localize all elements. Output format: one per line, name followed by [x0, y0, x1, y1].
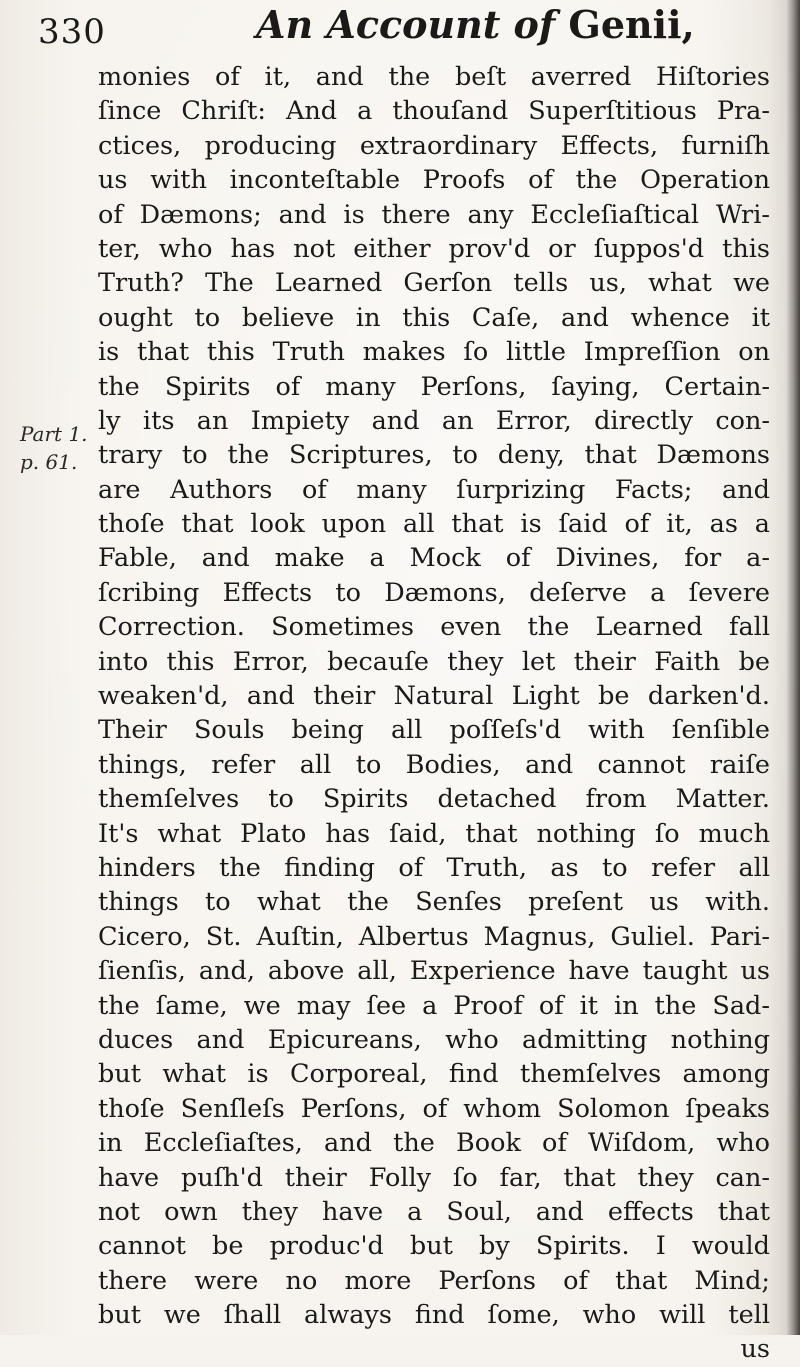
text-line: Their Souls being all poſſeſs'd with ſenſible — [98, 715, 770, 746]
running-title-plain: Genii, — [568, 2, 695, 47]
text-line: hinders the finding of Truth, as to refer all — [98, 852, 770, 883]
running-title-italic-1: An Account — [256, 2, 501, 47]
text-line: themſelves to Spirits detached from Matter. — [98, 784, 770, 815]
text-line: there were no more Perſons of that Mind; — [98, 1265, 770, 1296]
text-line: ought to believe in this Caſe, and whence it — [98, 302, 770, 333]
text-line: in Eccleſiaſtes, and the Book of Wiſdom, who — [98, 1128, 770, 1159]
text-line: into this Error, becauſe they let their Faith be — [98, 646, 770, 677]
margin-note — [20, 420, 88, 476]
running-title — [256, 2, 695, 47]
margin-note-line: p. 61. — [20, 450, 78, 474]
text-line: ſcribing Effects to Dæmons, deſerve a ſevere — [98, 577, 770, 608]
text-line: ſince Chriſt: And a thouſand Superſtitious Pra- — [98, 96, 770, 127]
text-line: ly its an Impiety and an Error, directly con- — [98, 405, 770, 436]
text-line: the ſame, we may ſee a Proof of it in the Sad- — [98, 990, 770, 1021]
body-text — [98, 60, 770, 1367]
text-line: us with inconteſtable Proofs of the Operation — [98, 165, 770, 196]
text-line: ſienſis, and, above all, Experience have taught us — [98, 956, 770, 987]
text-line: cannot be produc'd but by Spirits. I would — [98, 1231, 770, 1262]
page-number: 330 — [38, 12, 106, 52]
text-line: but we ſhall always find ſome, who will tell — [98, 1300, 770, 1331]
text-line: Correction. Sometimes even the Learned fall — [98, 612, 770, 643]
text-line: ter, who has not either prov'd or ſuppos'd this — [98, 233, 770, 264]
text-line: are Authors of many ſurprizing Facts; and — [98, 474, 770, 505]
text-line: things to what the Senſes preſent us with. — [98, 887, 770, 918]
text-line: is that this Truth makes ſo little Impreſſion on — [98, 337, 770, 368]
text-line: monies of it, and the beſt averred Hiſtories — [98, 62, 770, 92]
text-line: thoſe Senſleſs Perſons, of whom Solomon ſpeaks — [98, 1093, 770, 1124]
text-line: have puſh'd their Folly ſo far, that they can- — [98, 1162, 770, 1193]
text-line: the Spirits of many Perſons, ſaying, Certain- — [98, 371, 770, 402]
text-line: Fable, and make a Mock of Divines, for a- — [98, 543, 770, 574]
text-line: It's what Plato has ſaid, that nothing ſo much — [98, 818, 770, 849]
running-title-italic-2: of — [500, 2, 569, 47]
text-line: of Dæmons; and is there any Eccleſiaſtical Wri- — [98, 199, 770, 230]
text-line: duces and Epicureans, who admitting nothing — [98, 1024, 770, 1055]
page-edge-shadow — [786, 0, 800, 1335]
margin-note-line: Part 1. — [20, 422, 88, 446]
text-line: trary to the Scriptures, to deny, that Dæmons — [98, 440, 770, 471]
text-line: thoſe that look upon all that is ſaid of it, as a — [98, 509, 770, 540]
text-line: ctices, producing extraordinary Effects, furniſh — [98, 130, 770, 161]
text-line: not own they have a Soul, and effects that — [98, 1196, 770, 1227]
text-line: weaken'd, and their Natural Light be darken'd. — [98, 681, 770, 712]
text-line: things, refer all to Bodies, and cannot raiſe — [98, 749, 770, 780]
catchword: us — [740, 1334, 770, 1365]
text-line: but what is Corporeal, find themſelves among — [98, 1059, 770, 1090]
text-line: Truth? The Learned Gerſon tells us, what we — [98, 268, 770, 299]
text-line: Cicero, St. Auſtin, Albertus Magnus, Guliel. Pari- — [98, 921, 770, 952]
